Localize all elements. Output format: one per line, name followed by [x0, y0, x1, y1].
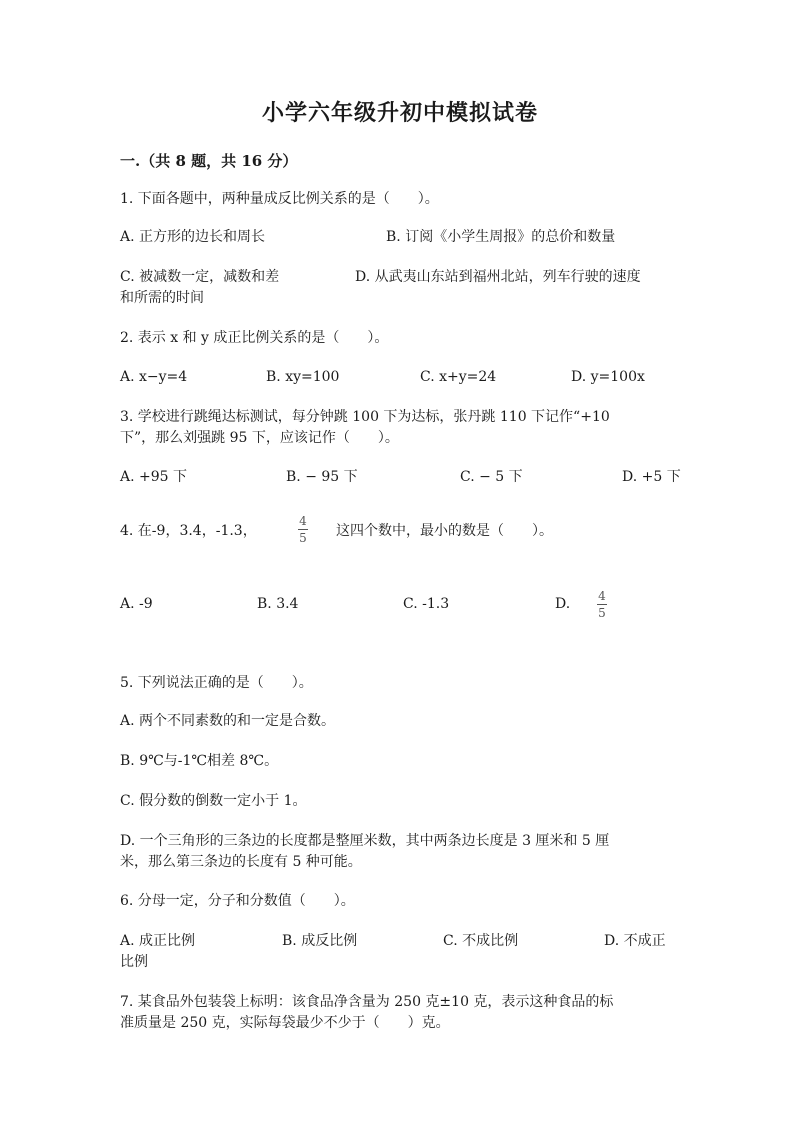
- question-3-stem-line-2: 下”，那么刘强跳 95 下，应该记作（ ）。: [120, 430, 399, 446]
- question-2-stem: 2. 表示 x 和 y 成正比例关系的是（ ）。: [120, 330, 389, 346]
- question-7-stem-line-1: 7. 某食品外包装袋上标明：该食品净含量为 250 克±10 克，表示这种食品的标: [120, 994, 614, 1010]
- question-6-option-d-continued: 比例: [120, 954, 148, 970]
- question-6-option-a: A. 成正比例: [120, 933, 196, 949]
- question-2-option-c: C. x+y=24: [420, 369, 497, 385]
- question-6-option-d: D. 不成正: [604, 933, 666, 949]
- question-5-option-d-line-1: D. 一个三角形的三条边的长度都是整厘米数，其中两条边长度是 3 厘米和 5 厘: [120, 833, 610, 849]
- section-heading: 一.（共 8 题，共 16 分）: [120, 152, 298, 170]
- question-1-option-a: A. 正方形的边长和周长: [120, 229, 266, 245]
- fraction-denominator: 5: [598, 606, 606, 620]
- question-4-stem-start: 4. 在-9，3.4，-1.3，: [120, 523, 257, 539]
- question-2-option-d: D. y=100x: [571, 369, 645, 385]
- fraction-bar: [597, 604, 607, 605]
- page-title: 小学六年级升初中模拟试卷: [261, 100, 538, 126]
- question-7-stem-line-2: 准质量是 250 克，实际每袋最少不少于（ ）克。: [120, 1015, 450, 1031]
- question-1-option-d: D. 从武夷山东站到福州北站，列车行驶的速度: [355, 269, 641, 285]
- question-4-option-c: C. -1.3: [403, 596, 450, 612]
- question-4-stem-end: 这四个数中，最小的数是（ ）。: [336, 523, 553, 539]
- fraction-bar: [298, 529, 308, 530]
- question-1-option-c: C. 被减数一定，减数和差: [120, 269, 280, 285]
- question-2-option-a: A. x−y=4: [120, 369, 188, 385]
- question-3-option-d: D. +5 下: [622, 469, 681, 485]
- question-1-option-b: B. 订阅《小学生周报》的总价和数量: [386, 229, 616, 245]
- question-2-option-b: B. xy=100: [266, 369, 340, 385]
- question-4-option-a: A. -9: [120, 596, 153, 612]
- question-5-stem: 5. 下列说法正确的是（ ）。: [120, 675, 313, 691]
- question-5-option-a: A. 两个不同素数的和一定是合数。: [120, 713, 336, 729]
- question-4-option-d: D.: [555, 596, 571, 612]
- question-5-option-b: B. 9℃与-1℃相差 8℃。: [120, 753, 279, 769]
- fraction-denominator: 5: [299, 531, 307, 545]
- question-3-option-c: C. − 5 下: [460, 469, 523, 485]
- question-5-option-c: C. 假分数的倒数一定小于 1。: [120, 793, 307, 809]
- question-1-option-d-continued: 和所需的时间: [120, 290, 204, 306]
- question-6-option-c: C. 不成比例: [443, 933, 519, 949]
- question-1-stem: 1. 下面各题中，两种量成反比例关系的是（ ）。: [120, 191, 439, 207]
- question-6-stem: 6. 分母一定，分子和分数值（ ）。: [120, 893, 355, 909]
- question-4-fraction: [298, 514, 308, 545]
- fraction-numerator: 4: [299, 514, 307, 528]
- question-4-option-d-fraction: [597, 589, 607, 620]
- question-5-option-d-line-2: 米，那么第三条边的长度有 5 种可能。: [120, 854, 362, 870]
- question-3-option-a: A. +95 下: [120, 469, 188, 485]
- fraction-numerator: 4: [598, 589, 606, 603]
- question-4-option-b: B. 3.4: [257, 596, 299, 612]
- question-3-stem-line-1: 3. 学校进行跳绳达标测试，每分钟跳 100 下为达标，张丹跳 110 下记作“+10: [120, 409, 610, 425]
- question-6-option-b: B. 成反比例: [282, 933, 358, 949]
- question-3-option-b: B. − 95 下: [286, 469, 358, 485]
